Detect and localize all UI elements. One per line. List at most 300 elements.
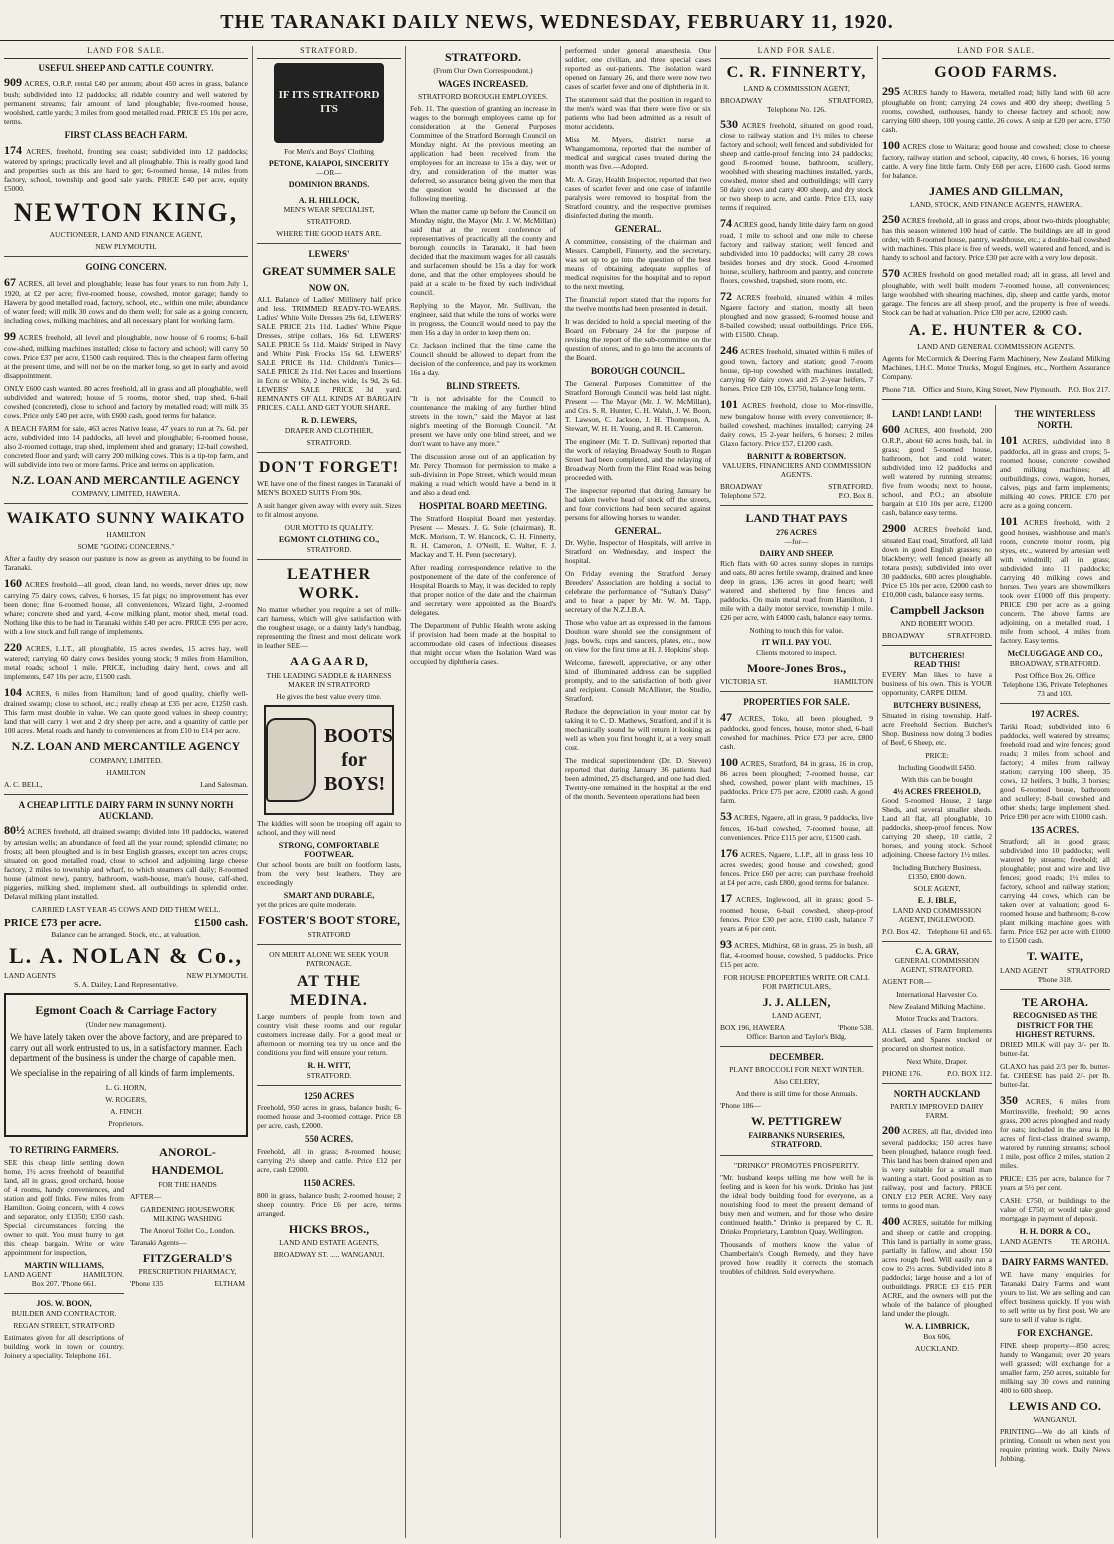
- ad-number: 246: [720, 342, 738, 357]
- agency-phone: 'Phone 538.: [837, 1023, 873, 1033]
- agency-phone: 'Phone 318.: [1037, 974, 1073, 984]
- ad-text: ONLY £600 cash wanted. 80 acres freehold, all in grass and all ploughable, well subdivided and watered; house of 5 rooms, motor shed, trap shed, 6-bail cowshed (concreted), close to school and factory by metalled road; will milk 35 cows. Price only £40 per acre, with £600 cash, good terms for balance.: [4, 383, 248, 420]
- ad-body: ACRES freehold land, situated East road, Stratford, all laid down in good English grasses; no blackberry; well fenced (nearly all totara posts); subdivided into over 30 paddocks, 600 acres ploughable. Price £5 10s per acre, £2000 cash to £10,000 cash, balance easy terms.: [882, 525, 992, 599]
- shop-sub: DRAPER AND CLOTHIER,: [284, 425, 374, 435]
- ad-text: [4, 640, 248, 681]
- shop-slogan: WHERE THE GOOD HATS ARE.: [276, 229, 382, 239]
- section-header: LAND FOR SALE.: [720, 46, 873, 59]
- ad-text: [720, 846, 873, 887]
- ad-body: ACRES, subdivided into 8 paddocks, all in grass and crops; 5-roomed house, concrete cowshed and milking machines; all outbuildings, cows, wagon, horses, calves, pigs and farm implements; milking 40 cows. PRICE £70 per acre as a going concern.: [1000, 436, 1110, 510]
- newspaper-title: THE TARANAKI DAILY NEWS, WEDNESDAY, FEBRUARY 11, 1920.: [220, 11, 894, 33]
- ad-body: ACRES handy to Hawera, metalled road; hilly land with 60 acre ploughable on front; carrying 24 cows and 400 dry sheep; dwelling 5 rooms, cowshed, outhouses, handy to cheese factory and school; now carrying 600 sheep, 100 young cattle, 26 cows. A snip at £20 per acre, £750 cash.: [882, 87, 1110, 135]
- ad-sub: BUTCHERY BUSINESS,: [893, 701, 981, 711]
- price-row: [4, 917, 248, 930]
- ad-text: [720, 289, 873, 339]
- shop-sub: THE LEADING SADDLE & HARNESS MAKER IN STRATFORD: [266, 670, 392, 689]
- agent-place: AUCKLAND.: [915, 1343, 959, 1353]
- ad-text: [720, 216, 873, 284]
- agency-sub: GENERAL COMMISSION AGENT, STRATFORD.: [894, 956, 980, 975]
- ad-text: [720, 891, 873, 932]
- ad-heading: WAIKATO SUNNY WAIKATO: [6, 510, 246, 528]
- agency-name: C. A. GRAY,: [915, 946, 959, 956]
- ad-text: EVERY Man likes to have a business of his own. This is YOUR opportunity, CARPE DIEM.: [882, 670, 992, 698]
- article-subheading: BLIND STREETS.: [446, 381, 520, 392]
- article-byline: (From Our Own Correspondent.): [433, 66, 533, 76]
- pharmacy-name: FITZGERALD'S: [142, 1250, 233, 1265]
- agency-name: L. A. NOLAN & Co.,: [8, 943, 243, 969]
- agency-sub: LAND AND GENERAL COMMISSION AGENTS.: [917, 341, 1075, 351]
- article-paragraph: The inspector reported that during January he had taken twelve head of stock off the streets, and four convictions had been secured against persons for allowing horses to wander.: [565, 485, 711, 522]
- agent-role: Land Salesman.: [200, 779, 248, 789]
- article-paragraph: "It is not advisable for the Council to countenance the making of any further blind streets in the town," said the Mayor at last night's meeting of the Borough Council. "At present we have only one blind street, and we don't want to have any more.": [410, 393, 556, 448]
- agency-row: [882, 927, 992, 936]
- divider: [257, 944, 401, 945]
- anorol-ad: [130, 1141, 245, 1364]
- ad-text: [4, 143, 248, 193]
- ad-line: —OR—: [316, 168, 342, 178]
- agency-note: Post Office Box 26. Office Telephone 136, Private Telephones 73 and 103.: [1002, 670, 1108, 698]
- ad-text: Thousands of mothers know the value of Chamberlain's Cough Remedy, and they have proved how readily it corrects the stomach troubles of children. Sold everywhere.: [720, 1239, 873, 1276]
- ad-sub: HAMILTON: [106, 530, 146, 540]
- product-agents: Taranaki Agents—: [130, 1237, 187, 1247]
- ad-body: ACRES freehold, all drained swamp; divided into 10 paddocks, watered by artesian wells; an abundance of feed all the year round; splendid climate; no frosts; all been ploughed and is in best English grasses, except ten acres crops; situated on good metalled road, close to school and adjoining large cheese factory, 2 miles to township and wharf, to which steamers call daily; 8-roomed house (almost new), pantry, bathroom, wash-house, man's house, calf-shed, piggeries, milking shed, implement shed, all outbuildings in splendid order. Delaval milking plant installed.: [4, 827, 248, 901]
- ad-heading: TE AROHA.: [1021, 994, 1088, 1009]
- ad-heading: PROPERTIES FOR SALE.: [743, 696, 850, 707]
- ad-sub: PARTLY IMPROVED DAIRY FARM.: [890, 1102, 984, 1121]
- ad-number: 72: [720, 288, 732, 303]
- ad-number: 600: [882, 421, 900, 436]
- agent-label: LAND AGENT: [4, 1270, 52, 1280]
- pharmacy-sub: PRESCRIPTION PHARMACY,: [138, 1267, 237, 1277]
- ad-line: 'Phone 186—: [720, 1101, 761, 1111]
- agency-town: STRATFORD.: [947, 630, 992, 640]
- agent-place: HAMILTON.: [82, 1270, 124, 1280]
- agency-box: P.O. Box 217.: [1068, 384, 1110, 394]
- column-3: [406, 46, 561, 1538]
- agency-town: HAMILTON: [833, 676, 873, 686]
- ad-heading: NORTH AUCKLAND: [893, 1089, 981, 1100]
- ad-body: ACRES, L.I.T., all ploughable, 15 acres swedes, 15 acres hay, well watered; carrying 60 dairy cows besides young stock; 9 miles from Hamilton, metal roads; school 1 mile. PRICE, including dairy herd, cows and all implements, £47 10s per acre, £1500 cash.: [4, 643, 248, 682]
- agent-box: Box 606,: [923, 1331, 951, 1341]
- agency-label: LAND AGENT: [1000, 965, 1048, 975]
- ad-number: 67: [4, 274, 16, 289]
- article-paragraph: The Stratford Hospital Board met yesterday. Present — Messrs. J. G. Sole (chairman), R. McK. Morison, T. W. Hancock, C. H. Finnerty, R. H. Cameron, J. O'Neill, E. Walter, F. J. Mackay and T. H. Penn (secretary).: [410, 513, 556, 559]
- ad-sub: RECOGNISED AS THE DISTRICT FOR THE HIGHEST RETURNS.: [1012, 1011, 1098, 1040]
- agency-box: BOX 196, HAWERA: [720, 1023, 786, 1033]
- ad-heading: AT THE MEDINA.: [290, 972, 368, 1009]
- article-paragraph: The engineer (Mr. T. D. Sullivan) reported that the work of relaying Broadway South to Regan Street had been completed, and the relaying of Broadway North from the Flint Road was being proceeded with.: [565, 436, 711, 482]
- ad-text: A BEACH FARM for sale, 463 acres Native lease, 47 years to run at 7s. 6d. per acre, subdivided into 14 paddocks, all level and ploughable; 6-roomed house, also 2-roomed cottage, trap shed, implement shed and granary; 12-bail cowshed, concreted floor and yard; will carry 200 milking cows. This is a tip-top farm, and will subdivide into two or more farms. Price and terms on application.: [4, 423, 248, 469]
- ad-terms: Balance can be arranged. Stock, etc., at valuation.: [51, 930, 201, 940]
- ad-text: PRICE: £35 per acre, balance for 7 years at 5½ per cent.: [1000, 1174, 1110, 1193]
- divider: [1000, 1251, 1110, 1252]
- pharmacy-place: ELTHAM: [214, 1279, 245, 1289]
- product-maker: The Anorol Toilet Co., London.: [140, 1225, 235, 1235]
- ad-number: 80½: [4, 823, 25, 838]
- agency-street: BROADWAY: [720, 482, 763, 492]
- ad-heading: BUTCHERIES!: [909, 650, 965, 660]
- ad-text: [1000, 433, 1110, 510]
- ad-note: CARRIED LAST YEAR 45 COWS AND DID THEM WELL.: [31, 904, 221, 914]
- ad-text: [882, 138, 1110, 179]
- ad-number: 220: [4, 639, 22, 654]
- ad-heading: TO RETIRING FARMERS.: [9, 1145, 119, 1156]
- ad-body: ACRES, Midhirst, 68 in grass, 25 in bush, all flat, 4-roomed house, cowshed, 5 paddocks. Price £15 per acre.: [720, 940, 873, 970]
- ad-text: PRINTING—We do all kinds of printing. Consult us when next you require printing work. Daily News Jobbing.: [1000, 1427, 1110, 1464]
- ad-sub: With this can be bought: [901, 774, 973, 784]
- column-1: [0, 46, 253, 1538]
- ad-lead: ON MERIT ALONE WE SEEK YOUR PATRONAGE.: [269, 949, 389, 968]
- shop-place: STRATFORD: [307, 929, 351, 939]
- ad-text: [4, 329, 248, 379]
- agency-phone: PHONE 176.: [882, 1069, 923, 1079]
- divider: [257, 243, 401, 244]
- ad-heading: THE WINTERLESS NORTH.: [1014, 408, 1096, 430]
- ad-note: Clients motored to inspect.: [756, 647, 837, 657]
- agency-sub: LAND AND COMMISSION AGENT, INGLEWOOD.: [892, 905, 982, 924]
- ad-text: [882, 84, 1110, 134]
- agency-office: Office: Barton and Taylor's Bldg.: [746, 1032, 847, 1042]
- ad-body: ACRES freehold, situated within 4 miles Ngaere factory and station, mostly all been ploughed and now grassed; 6-roomed house and 8-bailed cowshed; usual outbuildings. Price £66, with £1500. Cheap.: [720, 292, 873, 339]
- signature: A. FINCH: [110, 1107, 142, 1117]
- ad-heading: FOR EXCHANGE.: [1017, 1327, 1093, 1338]
- ad-text: Tariki Road; subdivided into 6 paddocks, well watered by streams; freehold road and wire fences; good roads; 3 miles from school and factory; 4 miles from railway station; carrying 100 sheep, 35 cows, 12 heifers, 3 bulls, 3 horses; good 6-roomed house, bathroom and scullery; 8-bail cowshed and other sheds; large implement shed. Price £90 per acre with £1000 cash.: [1000, 721, 1110, 821]
- masthead: [0, 0, 1114, 41]
- ad-sub: SOME "GOING CONCERNS.": [77, 542, 175, 552]
- ad-text: Estimates given for all descriptions of building work in town or country. Joinery a speciality. Telephone 161.: [4, 1333, 124, 1360]
- ad-text: [4, 576, 248, 635]
- agency-row: [882, 385, 1110, 394]
- agent-name: A. C. BELL,: [4, 779, 43, 789]
- ad-text: "Mr. husband keeps telling me how well he is feeling and is keen for his work. Drinko has just the ideal body building food for everyone, as a nourishing food to meet the present demand of busy men and women, and for those who desire continued health." Drinko is prepared by C. R. Drinko Proprietary, Lambton Quay, Wellington.: [720, 1172, 873, 1236]
- ad-body: ACRES, freehold, fronting sea coast; subdivided into 12 paddocks; watered by springs; practically level and all ploughable. This is really good land and properties such as this are hard to get; 6-roomed house, 14 miles from factory, school, township and good sale yards. PRICE £40 per acre, equity £5000.: [4, 146, 248, 193]
- agent-place: NEW PLYMOUTH.: [186, 971, 248, 981]
- ad-text: [882, 422, 992, 517]
- ad-body: ACRES freehold, all level and ploughable, now house of 6 rooms; 6-bail cow-shed, milking machines installed; close to factory and school; will carry 50 cows. Price £37 per acre, £1500 cash required. This is the cheapest farm offering at the present time, and will not be on the market long, so get in early and avoid disappointment.: [4, 333, 248, 380]
- agency-town: STRATFORD: [1067, 965, 1110, 975]
- ad-text: Freehold, all in grass; 8-roomed house; carrying 2½ sheep and cattle. Price £12 per acre, cash £2000.: [257, 1147, 401, 1175]
- ad-sub: SMART AND DURABLE,: [283, 890, 375, 900]
- signature: L. G. HORN,: [105, 1083, 147, 1093]
- ad-line: PETONE, KAIAPOI, SINCERITY: [268, 158, 390, 168]
- boots-ad-image: [264, 705, 394, 815]
- ad-heading: DON'T FORGET!: [258, 458, 400, 476]
- column-4: [561, 46, 716, 1538]
- divider: [257, 1085, 401, 1086]
- ad-body: ACRES, all level and ploughable; lease has four years to run from July 1, 1920, at £2 per acre; five-roomed house, cowshed, motor garage; handy to Hawera by good metalled road, factory, school, etc., within one mile; abundance of water feed; will milk 30 cows and do them well; for sale as a going concern, including cows, milking machines, and all necessary plant for working farm.: [4, 278, 249, 326]
- column-6: [878, 46, 1114, 1538]
- ad-body: ACRES, suitable for milking and sheep or cattle and cropping. This land is partially in some grass, partially in fallow, and about 150 acres rough feed. Will easily run a cow to 2½ acres. Subdivided into 8 paddocks; large house and a lot of outbuildings. PRICE £3 £15 PER ACRE, and the owners will put the whole of the balance of ploughed land under the plough.: [882, 1217, 992, 1319]
- ad-body: ACRES, O.R.P. rental £40 per annum; about 450 acres in grass, balance bush; subdivided into 12 paddocks; all ridable country and well watered by permanent streams; fair amount of land ploughable; five-roomed house, woolshed, cattle yards; 3 miles from good metalled road. PRICE £5 10s per acre, terms.: [4, 79, 248, 126]
- agency-name: J. J. ALLEN,: [762, 995, 831, 1010]
- ad-heading: FIRST CLASS BEACH FARM.: [64, 129, 188, 140]
- signature: Proprietors.: [108, 1119, 144, 1129]
- ad-heading: 1150 ACRES.: [302, 1178, 355, 1189]
- nursery-sub: FAIRBANKS NURSERIES,: [748, 1130, 845, 1140]
- ad-text: [4, 75, 248, 125]
- ad-heading: 1250 ACRES: [303, 1090, 355, 1101]
- agent-contact: Box 207. 'Phone 661.: [31, 1279, 97, 1289]
- article-paragraph: Mr. A. Gray, Health Inspector, reported that two cases of scarlet fever and one case of infantile paralysis were removed to hospital from the Stratford country, and the respective premises disinfected during the month.: [565, 175, 711, 220]
- shop-name: FOSTER'S BOOT STORE,: [258, 913, 400, 928]
- article-paragraph: A committee, consisting of the chairman and Messrs. Campbell, Finnerty, and the secretary, was set up to go into the question of the best means of obtaining adequate supplies of medical requisites for the hospital and to report to the next meeting.: [565, 236, 711, 291]
- boots-heading: BOOTS for BOYS!: [324, 724, 393, 795]
- article-paragraph: The statement said that the position in regard to the men's ward was that there were five or six patients who had been admitted as a result of motor accidents.: [565, 95, 711, 131]
- article-subheading: GENERAL.: [614, 525, 662, 536]
- sale-heading: NOW ON.: [308, 282, 350, 293]
- builder-name: JOS. W. BOON,: [36, 1299, 92, 1309]
- divider: [720, 505, 873, 506]
- column-5: [716, 46, 878, 1538]
- shop-name: A A G A A R D,: [290, 654, 368, 669]
- section-header: LAND FOR SALE.: [882, 46, 1110, 59]
- ad-body: ACRES, all flat, divided into several paddocks; 150 acres have been ploughed, balance rough feed. This land has been drained open and is very suitable for a small man wanting a start. Good position as to railway, post and factory. PRICE ONLY £12 PER ACRE. Very easy terms to good man.: [882, 1127, 992, 1210]
- ad-number: 100: [882, 138, 900, 153]
- agency-row: [720, 677, 873, 686]
- agency-box: P.O. Box 42.: [882, 926, 921, 936]
- ad-number: 101: [1000, 513, 1018, 528]
- agency-phone: Telephone No. 126.: [766, 104, 827, 114]
- agency-row: [720, 96, 873, 105]
- ad-body: ACRES, 6 miles from Hamilton; land of good quality, chiefly well-drained swamp; close to school, etc.; really cheap at £35 per acre, £1250 cash. This farm must double in value. We can quote good values in sheep country; land that will carry 1 wet and 2 dry sheep per acre, and a quantity of cattle per 100 acres. Metal roads and handy to conveniences at from £10 to £14 per acre.: [4, 689, 248, 736]
- agency-name: A. E. HUNTER & CO.: [908, 321, 1083, 339]
- article-paragraph: It was decided to hold a special meeting of the Board on February 24 for the purpose of revising the report of the sub-committee on the question of stores, and to go into the accounts of the Board.: [565, 316, 711, 362]
- agency-sub: AND ROBERT WOOD.: [899, 618, 975, 628]
- article-paragraph: After reading correspondence relative to the postponement of the date of the conference of Hospital Boards to May, it was decided to reply that proper notice of the date and the chairman and secretary were appointed as the Board's delegates.: [410, 562, 556, 617]
- sale-heading: GREAT SUMMER SALE: [262, 264, 396, 279]
- article-paragraph: When the matter came up before the Council on Monday night, the Mayor (Mr. J. W. McMillan) said that at the recent conference of representatives of practically all the county and borough councils in Taranaki, it had been decided that the maximum wages for all casuals and surfacemen should be 15s a day for work done, and that the other employees should be paid at a scale to be fixed by each individual council.: [410, 207, 556, 298]
- agency-office: Office and Store, King Street, New Plymouth.: [922, 384, 1062, 394]
- ad-number: 909: [4, 75, 22, 90]
- ad-text: Situated in rising township. Half-acre Freehold Section. Butcher's Shop. Business now doing 3 bodies of Beef, 6 Sheep, etc.: [882, 710, 992, 747]
- ad-line: PLANT BROCCOLI FOR NEXT WINTER.: [729, 1065, 864, 1075]
- ad-number: 176: [720, 845, 738, 860]
- article-heading: STRATFORD.: [444, 50, 522, 64]
- ad-number: 47: [720, 709, 732, 724]
- agency-name: E. J. IBLE,: [917, 896, 957, 906]
- pharmacy-row: [130, 1279, 245, 1288]
- ad-text: Freehold, 950 acres in grass, balance bush; 6-roomed house and 3-roomed cottage. Price £8 per acre, cash, £2000.: [257, 1103, 401, 1131]
- ad-sub: Including Butchery Business, £1350, £800 down.: [892, 863, 982, 882]
- ad-sub: Including Goodwill £450.: [898, 762, 976, 772]
- ad-number: 53: [720, 809, 732, 824]
- ad-text: [882, 1214, 992, 1318]
- agent-row: [4, 780, 248, 789]
- ad-sub: 4½ ACRES FREEHOLD,: [893, 786, 981, 796]
- shop-name: R. H. WITT,: [307, 1061, 351, 1071]
- ad-body: ACRES, 400 freehold, 200 O.R.P., about 60 acres bush, bal. in grass; good 5-roomed house, bathroom, hot and cold water; subdivided into 12 paddocks and well watered by running streams; five from woods; next to house, school, and P.O.; an absolute bargain at £10 10s per acre, £1200 cash, balance easy terms.: [882, 425, 992, 518]
- divider: [1000, 989, 1110, 990]
- article-paragraph: The financial report stated that the reports for the twelve months had been presented in detail.: [565, 294, 711, 313]
- ad-text: WE have one of the finest ranges in Taranaki of MEN'S BOXED SUITS From 90s.: [257, 479, 401, 498]
- ad-line: And there is still time for those Annuals.: [735, 1089, 858, 1099]
- ad-body: ACRES freehold on good metalled road; all in grass, all level and ploughable, with well built modern 7-roomed house, all conveniences; large woolshed with shearing machines, dip, sheep and cattle yards, motor garage. The fences are all sheep proof, and the property is free of weeds. Stock can be had at valuation. Price £30 per acre, £2000 cash.: [882, 270, 1110, 317]
- ad-text: [4, 275, 248, 325]
- shop-place: STRATFORD.: [306, 217, 352, 227]
- ad-note: FOR HOUSE PROPERTIES WRITE OR CALL FOR PARTICULARS,: [723, 973, 870, 992]
- ad-number: 100: [720, 755, 738, 770]
- shop-place: STRATFORD.: [306, 437, 352, 447]
- ad-heading: "DRINKO" PROMOTES PROSPERITY.: [734, 1160, 859, 1170]
- ad-heading: A CHEAP LITTLE DAIRY FARM IN SUNNY NORTH AUCKLAND.: [18, 799, 234, 821]
- ad-text: [882, 1123, 992, 1209]
- agency-street: BROADWAY: [882, 630, 925, 640]
- ad-text: Large numbers of people from town and country visit these rooms and our regular customers increase daily. For a good meal or afternoon or morning tea try us once and the conditions you find will ensure your return.: [257, 1012, 401, 1058]
- divider: [720, 1155, 873, 1156]
- builder-sub: BUILDER AND CONTRACTOR.: [11, 1309, 117, 1318]
- article-paragraph: Welcome, farewell, appreciative, or any other kind of illuminated address can be supplied promptly, and to the satisfaction of both giver and recipient. Consult McAllister, the Studio, Stratford.: [565, 658, 711, 704]
- ad-body: ACRES, Ngaere, L.I.P., all in grass less 10 acres swedes; good house and cowshed; good fences. Price £60 per acre; can purchase freehold at £4 per acre, cash £800, good terms for balance.: [720, 849, 873, 888]
- product-sub: FOR THE HANDS: [158, 1179, 217, 1189]
- ad-number: 104: [4, 685, 22, 700]
- article-paragraph: Replying to the Mayor, Mr. Sullivan, the engineer, said that while the tons of works were in progress, the Council would need to pay the men 16s a day in order to keep them on.: [410, 301, 556, 338]
- ad-text: [1000, 514, 1110, 645]
- ad-heading: 135 ACRES.: [1030, 824, 1079, 835]
- ad-number: 200: [882, 1123, 900, 1138]
- retiring-farmers-ad: [4, 1141, 124, 1364]
- agent-row: [4, 1270, 124, 1279]
- agency-street: BROADWAY: [720, 95, 763, 105]
- agency-sub: AUCTIONEER, LAND AND FINANCE AGENT,: [49, 230, 203, 240]
- agency-place: WANGANUI.: [1033, 1415, 1077, 1425]
- divider: [882, 645, 992, 646]
- shop-place: STRATFORD.: [306, 1070, 352, 1080]
- article-subheading: BOROUGH COUNCIL.: [590, 365, 685, 376]
- divider: [4, 794, 248, 795]
- agency-name: Campbell Jackson: [889, 602, 985, 617]
- ad-text: Stratford; all in good grass; subdivided into 10 paddocks; well watered by streams; freehold; all ploughable; post and wire and live fences; good roads; 1½ miles to factory, school and railway station; carrying 44 cows, which can be taken over at valuation; good 6-roomed house and bathroom; 8-cow plant milking machine goes with farm. Price £62 per acre with £1000 to £1500 cash.: [1000, 837, 1110, 946]
- agency-note: Next White, Draper.: [906, 1057, 968, 1067]
- agency-name: McCLUGGAGE AND CO.,: [1007, 649, 1103, 659]
- ad-text: [1000, 1093, 1110, 1170]
- price: PRICE £73 per acre.: [4, 916, 102, 929]
- divider: [4, 256, 248, 257]
- divider: [257, 559, 401, 560]
- product-after: AFTER—: [130, 1191, 162, 1201]
- ad-text: [720, 937, 873, 969]
- agency-sub: LAND, STOCK, AND FINANCE AGENTS, HAWERA.: [910, 199, 1082, 209]
- ad-text: After a faulty dry season our pasture is now as green as anything to be found in Taranaki.: [4, 554, 248, 573]
- divider: [1000, 703, 1110, 704]
- coach-factory-ad: [4, 993, 248, 1137]
- ad-text: [882, 521, 992, 598]
- ad-heading: LAND! LAND! LAND!: [892, 408, 982, 419]
- agency-town: STRATFORD.: [828, 482, 873, 492]
- agency-row: [882, 631, 992, 640]
- agency-name: H. H. DORR & CO.,: [1019, 1227, 1091, 1237]
- ad-body: ACRES good, handy little dairy farm on good road, 1 mile to school and one mile to cheese factory and railway station; well fenced and subdivided into 10 paddocks; will carry 28 cows besides horses and dry stock. Good 4-roomed house, scullery, bathroom and pantry, and concrete floors, cowshed, trapshed, store room, etc.: [720, 220, 873, 285]
- agency-name: Moore-Jones Bros.,: [746, 660, 847, 675]
- stratford-logo: IF ITS STRATFORD ITS: [274, 63, 384, 143]
- ad-text: [720, 117, 873, 212]
- bottom-row: [4, 1141, 248, 1364]
- product-name: HANDEMOL: [151, 1163, 224, 1178]
- agency-sub: VALUERS, FINANCIERS AND COMMISSION AGENTS.: [721, 461, 872, 480]
- article-paragraph: On Friday evening the Stratford Jersey Breeders' Association are holding a social to celebrate the performance of "Sultan's Daisy" and to hear a paper by Mr. W. M. Tapp, secretary of the N.Z.J.B.A.: [565, 569, 711, 615]
- agency-name: N.Z. LOAN AND MERCANTILE AGENCY: [11, 472, 241, 487]
- ad-text: [4, 685, 248, 735]
- ad-text: [4, 823, 248, 900]
- sale-heading: LEWERS': [308, 249, 350, 260]
- agency-row: [720, 491, 873, 500]
- divider: [4, 1293, 124, 1294]
- article-paragraph: performed under general anaesthesia. One soldier, one civilian, and three special cases reported as out-patients. The isolation ward opened on January 26, and there were now two cases of scarlet fever and one of diphtheria in it.: [565, 46, 711, 91]
- agency-name: LEWIS AND CO.: [1009, 1398, 1101, 1413]
- article-paragraph: Dr. Wylie, Inspector of Hospitals, will arrive in Stratford on Wednesday, and inspect the hospital.: [565, 538, 711, 566]
- ad-note: IT WILL PAY YOU.: [761, 637, 832, 647]
- agency-note: Motor Trucks and Tractors.: [895, 1014, 979, 1024]
- ad-text: GLAXO has paid 2/3 per lb. butter-fat. CHEESE has paid 2/- per lb. butter-fat.: [1000, 1062, 1110, 1090]
- ad-body: ACRES, 6 miles from Morrinsville, freehold; 90 acres grass, 200 acres ploughed and ready for oats; included in the area is 80 acres of first-class drained swamp, watered by running streams; school 1 mile, post office 2 miles, station 2 miles.: [1000, 1097, 1110, 1171]
- agency-sub: BROADWAY, STRATFORD.: [1009, 658, 1101, 668]
- section-header: STRATFORD.: [257, 46, 401, 59]
- agency-row: [1000, 1237, 1110, 1246]
- ad-text: [720, 755, 873, 805]
- ad-text: [720, 343, 873, 393]
- ad-number: 101: [720, 397, 738, 412]
- ad-heading: LAND THAT PAYS: [745, 511, 848, 526]
- ad-number: 160: [4, 576, 22, 591]
- column-2: [253, 46, 406, 1538]
- article-subheading: GENERAL.: [614, 224, 662, 234]
- ad-sub: STRONG, COMFORTABLE FOOTWEAR.: [278, 840, 380, 860]
- agency-sub: COMPANY, LIMITED, HAWERA.: [71, 489, 181, 499]
- ad-number: 400: [882, 1213, 900, 1228]
- agency-phone: Phone 718.: [882, 384, 916, 394]
- agency-street: VICTORIA ST.: [720, 676, 768, 686]
- shop-slogan: He gives the best value every time.: [276, 691, 382, 701]
- nursery-place: STRATFORD.: [771, 1140, 822, 1150]
- ad-heading: 197 ACRES.: [1030, 708, 1079, 719]
- divider: [4, 503, 248, 504]
- shop-place: STRATFORD.: [306, 544, 352, 554]
- ad-number: 570: [882, 266, 900, 281]
- agency-name: C. R. FINNERTY,: [726, 63, 867, 81]
- signature: W. ROGERS,: [105, 1095, 147, 1105]
- agent-name: W. A. LIMBRICK,: [904, 1322, 970, 1332]
- agency-name: NEWTON KING,: [13, 197, 239, 227]
- ad-sub: DAIRY AND SHEEP.: [759, 549, 834, 559]
- agency-name: BARNITT & ROBERTSON.: [747, 451, 846, 461]
- ad-body: ACRES freehold, situated within 6 miles of good town, factory and station; good 7-room house, tip-top cowshed with machines installed; carrying 60 dairy cows and 25 2-year heifers, 7 horses. Price £28 10s, £3750, balance long term.: [720, 346, 873, 394]
- agency-name: T. WAITE,: [1027, 949, 1083, 964]
- agency-phone: Telephone 572.: [720, 491, 767, 501]
- ad-text: [720, 397, 873, 447]
- article-paragraph: Feb. 11. The question of granting an increase in wages to the borough employees came up for consideration at the General Purposes Committee of the Stratford Borough Council on Monday night. At the previous meeting an application had been received from the employees for an increase to 15s a day, wet or dry, and consideration of the matter was deferred, so assurance being given the men that the question would be discussed at the following meeting.: [410, 104, 556, 204]
- agency-sub: LAND AGENT,: [771, 1011, 822, 1021]
- ad-body: ACRES freehold—all good, clean land, no weeds, never dries up; now carrying 75 dairy cows, calves, 6 horses, 15 fat pigs; no improvement has ever been done; fine 6-roomed house, all conveniences, Wizard light, 2-roomed whare; concrete shed and yard, 4-cow milking plant, motor shed, metal road. Nothing like this to be had in Taranaki within £40 per acre. PRICE £95 per acre, with a low stock and full range of implements.: [4, 580, 248, 636]
- agency-town: STRATFORD,: [828, 95, 873, 105]
- agency-row: [720, 482, 873, 491]
- divider: [720, 1046, 873, 1047]
- ad-number: 101: [1000, 432, 1018, 447]
- cash: £1500 cash.: [194, 916, 248, 929]
- ad-body: ACRES freehold, close to Mor-rinsville, new bungalow house with every convenience; 8-bailed cowshed, machines installed; carrying 24 dairy cows, 15 2-year heifers, 6 horses; 2 miles Glaxo factory. Price £57, £1200 cash.: [720, 401, 873, 448]
- agent-row: [4, 971, 248, 980]
- product-uses: GARDENING HOUSEWORK MILKING WASHING: [140, 1204, 235, 1223]
- ad-body: ACRES freehold, all in grass and crops, about two-thirds ploughable; has this season wintered 100 head of cattle. The buildings are all in good order, with 8-roomed house, pantry, washhouse, etc.; a double-bail cowshed with machines. This place is free of weeds, well watered and fenced, and is handy to school and factory. Price £30 per acre with a very low deposit.: [882, 215, 1110, 263]
- ad-text: 800 in grass, balance bush; 2-roomed house; 2 sheep country. Price £6 per acre, terms arranged.: [257, 1191, 401, 1219]
- agency-row: [720, 1023, 873, 1032]
- col6-split: [882, 405, 1110, 1467]
- article-subheading: STRATFORD BOROUGH EMPLOYEES.: [418, 92, 548, 102]
- ad-number: 17: [720, 891, 732, 906]
- ad-text: yet the prices are quite moderate.: [257, 900, 357, 910]
- agency-phone: Telephone 61 and 65.: [927, 926, 992, 936]
- ad-text: WE have many enquiries for Taranaki Dairy Farms and want yours to list. We are selling and can effect business quickly. If you wish to sell write us by first post. We are sure to sell if value is right.: [1000, 1269, 1110, 1324]
- ad-motto: OUR MOTTO IS QUALITY.: [284, 523, 374, 533]
- agent-rep: S. A. Dailey, Land Representative.: [74, 980, 178, 990]
